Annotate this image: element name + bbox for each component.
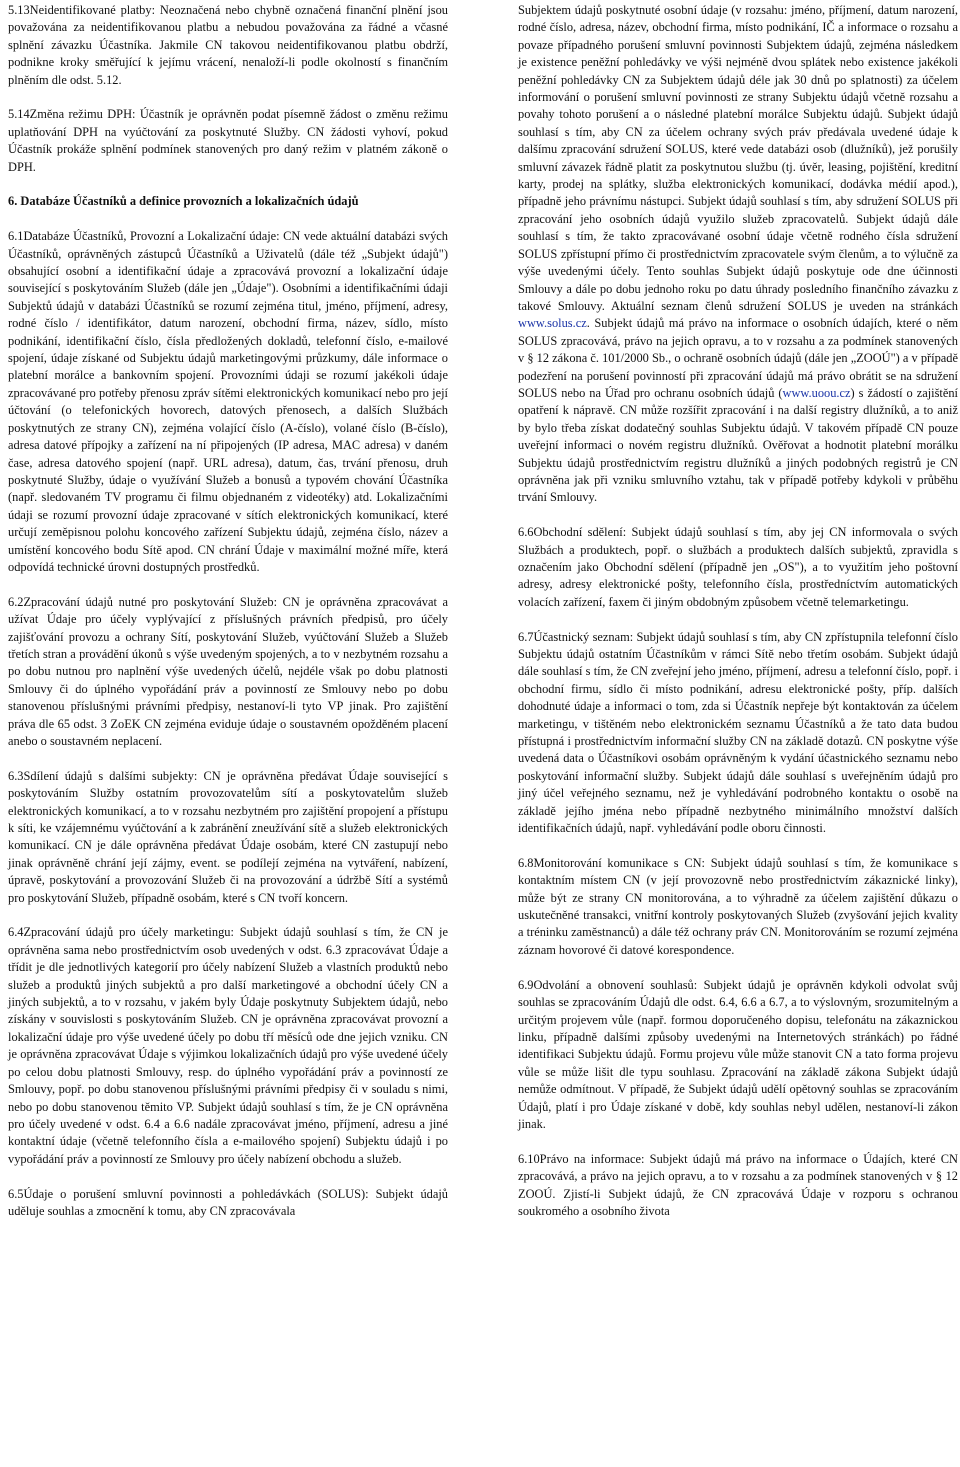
section-5-14-paragraph: 5.14Změna režimu DPH: Účastník je oprávněn podat písemně žádost o změnu režimu uplatňování DPH na vyúčtování za poskytnuté Služby. CN žádosti vyhoví, pokud Účastník prokáže splnění podmínek stanovených pro daný režim v platném zákoně o DPH. (8, 107, 448, 174)
section-5-13-paragraph: 5.13Neidentifikované platby: Neoznačená nebo chybně označená finanční plnění jsou považována za neidentifikovanou platbu a nebudou považována za řádné a včasné splnění závazku Účastníka. Jakmile CN takovou neidentifikovanou platbu obdrží, podnikne kroky směřující k jejímu vrácení, nenaloží-li podle okolností s finančním plněním dle odst. 5.12. (8, 3, 448, 87)
section-6-3-paragraph: 6.3Sdílení údajů s dalšími subjekty: CN je oprávněna předávat Údaje související s poskytováním Služby ostatním provozovatelům sítí a poskytovatelům služeb elektronických komunikací, a to v rozsahu nezbytném pro zajištění propojení a přístupu k síti, ke vzájemnému vyúčtování a k zabránění zneužívání sítě a služeb elektronických komunikací. CN je dále oprávněna předávat Údaje osobám, které CN zastupují nebo jinak oprávněně chrání její zájmy, event. se podílejí zejména na vytváření, nabízení, úpravě, poskytování a provozování Služeb či na provozování a údržbě Sítí a systémů pro poskytování Služeb, případně osobám, které s CN tvoří koncern. (8, 768, 448, 905)
solus-text-part-3: ) s žádostí o zajištění opatření k nápravě. CN může rozšířit zpracování i na další registry dlužníků, a to aniž by bylo třeba získat dodatečný souhlas Subjektu údajů. V takovém případě CN pouze uveřejní informaci o novém registru dlužníků. Ověřovat a hodnotit platební morálku Subjektu údajů prostřednictvím registru dlužníků a jiných podobných registrů je CN oprávněna jak při vzniku smluvního vztahu, tak v případě potřeby kdykoli v průběhu trvání Smlouvy. (518, 385, 959, 505)
left-column (8, 2, 448, 1220)
section-6-7-paragraph: 6.7Účastnický seznam: Subjekt údajů souhlasí s tím, aby CN zpřístupnila telefonní číslo Subjektu údajů ostatním Účastníkům v rámci Sítě nebo třetím osobám. Subjekt údajů dále souhlasí s tím, že CN zveřejní jeho jméno, příjmení, adresu a telefonní číslo, popř. i obchodní firmu, sídlo či místo podnikání, adresu elektronické pošty, příp. dalších dohodnuté údaje a informaci o tom, zda si Účastník nepřeje být kontaktován za účelem marketingu, v tištěném nebo elektronickém seznamu Účastníků a že tato data budou přístupná i prostřednictvím informační služby CN na základě dotazů. CN poskytne výše uvedená data o Účastníkovi osobám oprávněným k vydání účastnického seznamu nebo poskytování informační služby. Subjekt údajů dále souhlasí s uveřejněním údajů pro jiný účel veřejného seznamu, než je vyhledávání podrobného kontaktu o osobě na základě jejího jména nebo případně nezbytného minimálního množství dalších identifikačních údajů, např. vyhledávání podle oboru činnosti. (518, 629, 958, 836)
section-6-5-continuation (518, 2, 958, 507)
solus-text-part-2: . Subjekt údajů má právo na informace o osobních údajích, které o něm SOLUS zpracovává, právo na jejich opravu, a to v rozsahu a za podmínek stanovených v § 12 zákona č. 101/2000 Sb., o ochraně osobních údajů (dále jen „ZOOÚ") a v případě podezření na porušení povinností při zpracování údajů má právo obrátit se na sdružení SOLUS nebo na Úřad pro ochranu osobních údajů ( (518, 316, 958, 400)
solus-link[interactable]: www.solus.cz (518, 316, 587, 331)
section-6-5-paragraph: 6.5Údaje o porušení smluvní povinnosti a pohledávkách (SOLUS): Subjekt údajů uděluje souhlas a zmocnění k tomu, aby CN zpracovávala (8, 1186, 448, 1218)
section-6-heading: 6. Databáze Účastníků a definice provozních a lokalizačních údajů (8, 194, 359, 209)
section-6-2-paragraph: 6.2Zpracování údajů nutné pro poskytování Služeb: CN je oprávněna zpracovávat a užívat Údaje pro účely vyplývající z příslušných právních předpisů, pro účely zajišťování provozu a ochrany Sítí, poskytování Služeb, vyúčtování Služeb a Služeb třetích stran a provádění úkonů s výše uvedeným spojených, a to v nezbytném rozsahu a po dobu nutnou pro naplnění výše uvedených účelů, nejdéle však po dobu platnosti Smlouvy či do úplného vypořádání práv a povinností ze Smlouvy nebo po dobu stanovenou příslušnými právními předpisy, nestanoví-li tyto VP jinak. Pro zajištění práva dle 65 odst. 3 ZoEK CN zejména eviduje údaje o soustavném opožděném placení anebo o soustavném neplacení. (8, 594, 448, 748)
section-6-6-paragraph: 6.6Obchodní sdělení: Subjekt údajů souhlasí s tím, aby jej CN informovala o svých Službách a produktech, popř. o službách a produktech dalších subjektů, zpravidla s označením jako Obchodní sdělení (případně jen „OS"), a to využitím jeho poštovní adresy, adresy elektronické pošty, telefonního čísla, prostředníctvím automatických volacích zařízení, faxem či jiným obdobným způsobem včetně telemarketingu. (518, 525, 958, 609)
section-6-9-paragraph: 6.9Odvolání a obnovení souhlasů: Subjekt údajů je oprávněn kdykoli odvolat svůj souhlas se zpracováním Údajů dle odst. 6.4, 6.6 a 6.7, a to výslovným, srozumitelným a určitým projevem vůle (např. formou doporučeného dopisu, telefonátu na zákaznickou linku, případně dalšími způsoby uvedenými na Internetových stránkách) po řádné identifikaci Subjektu údajů. Formu projevu vůle může stanovit CN a tato forma projevu vůle se může lišit dle typu souhlasu. Zpracování na základě zákona Subjekt údajů nemůže odmítnout. V případě, že Subjekt údajů udělí opětovný souhlas se zpracováním Údajů, platí i pro Údaje získané v době, kdy souhlas nebyl udělen, nestanoví-li zákon jinak. (518, 977, 958, 1131)
section-6-1-paragraph: 6.1Databáze Účastníků, Provozní a Lokalizační údaje: CN vede aktuální databázi svých Účastníků, oprávněných zástupců Účastníků a Uživatelů (dále též „Subjekt údajů") obsahující osobní a identifikační údaje a zpracovává provozní a lokalizační údaje související s poskytováním Služeb (dále jen „Údaje"). Osobními a identifikačními údaji Subjektů údajů v databázi Účastníků se rozumí zejména titul, jméno, příjmení, adresy, rodné číslo / identifikátor, datum narození, obchodní firma, název, sídlo, místo podnikání, identifikační číslo, čísla předložených dokladů, telefonní číslo, e-mailové spojení, údaje získané od Subjektu údajů marketingovými průzkumy, dále informace o platební morálce a bankovním spojení. Provozními údaji se rozumí jakékoli údaje zpracovávané pro potřeby přenosu zpráv sítěmi elektronických komunikací nebo pro její účtování (o telefonických hovorech, datových přenosech, a dalších Službách poskytnutých ze strany CN), zejména volající číslo (A-číslo), volané číslo (B-číslo), adresa datové přípojky a zařízení na ní připojených (IP adresa, MAC adresa) v daném čase, adresa datového spojení (např. URL adresa), datum, čas, trvání přenosu, druh poskytnuté Služby, údaje o využívání Služeb a bonusů a typovém chování Účastníka (např. sledovaném TV programu či filmu objednaném z videotéky) atd. Lokalizačními údaji se rozumí provozní údaje zpracované v sítích elektronických komunikací, které určují zeměpisnou polohu koncového zařízení Subjektu údajů, zejména číslo, název a umístění koncového bodu Sítě apod. CN chrání Údaje v maximální možné míře, která odpovídá technické úrovni dostupných prostředků. (8, 229, 448, 574)
uoou-link[interactable]: www.uoou.cz (782, 385, 851, 400)
solus-text-part-1: Subjektem údajů poskytnuté osobní údaje (v rozsahu: jméno, příjmení, datum narození, rodné číslo, adresa, název, obchodní firma, místo podnikání, IČ a informace o rozsahu a povaze případného porušení smluvní povinnosti Subjektem údajů, zejména následkem je existence peněžní pohledávky ve výši nejméně dvou splátek nebo existence jakékoli peněžní pohledávky CN za Subjektem údajů déle jak 30 dnů po splatnosti) za účelem informování o porušení smluvní povinnosti ze strany Subjektu údajů včetně rozsahu a povahy tohoto porušení a o následné platební morálce Subjektu údajů. Subjekt údajů souhlasí s tím, aby CN za účelem ochrany svých práv předávala uvedené údaje k dalšímu zpracování sdružení SOLUS, které vede databázi osob (dlužníků), jež porušily smluvní závazek řádně platit za poskytnutou službu (tj. úvěr, leasing, pojištění, kreditní karty, prodej na splátky, služba elektronických komunikací, dodávka médií apod.), případně jeho právnímu nástupci. Subjekt údajů souhlasí s tím, aby sdružení SOLUS při zpracování jeho osobních údajů využilo služeb zpracovatelů. Subjekt údajů dále souhlasí s tím, že takto zpracovávané osobní údaje včetně rodného čísla sdružení SOLUS zpřístupní přímo či prostřednictvím zpracovatele svým členům, a to výlučně za výše uvedenými účely. Tento souhlas Subjekt údajů poskytuje ode dne účinnosti Smlouvy a dále po dobu jednoho roku po datu úhrady posledního finančního závazku z takové Smlouvy. Aktuální seznam členů sdružení SOLUS je uveden na stránkách (518, 3, 958, 313)
right-column (518, 2, 958, 1220)
section-6-4-paragraph: 6.4Zpracování údajů pro účely marketingu: Subjekt údajů souhlasí s tím, že CN je oprávněna sama nebo prostřednictvím osob uvedených v odst. 6.3 zpracovávat Údaje a třídit je dle jednotlivých kategorií pro účely nabízení Služeb a vlastních produktů nebo služeb a produktů jiných subjektů a pro další marketingové a obchodní účely CN a jiných subjektů, a to v rozsahu, v jakém byly Údaje poskytnuty Subjektem údajů, nebo získány v souvislosti s poskytováním Služeb. CN je oprávněna zpracovávat provozní a lokalizační údaje pro výše uvedené účely po dobu tří měsíců ode dne jejich vzniku. CN je oprávněna zpracovávat Údaje s výjimkou lokalizačních údajů pro výše uvedené účely po celou dobu platnosti Smlouvy, resp. do úplného vypořádání práv a povinností ze Smlouvy, popř. po dobu stanovenou příslušnými právními předpisy či v souladu s nimi, nebo po dobu stanovenou těmito VP. Subjekt údajů souhlasí s tím, že je CN oprávněna pro účely uvedené v odst. 6.4 a 6.6 nadále zpracovávat jméno, příjmení, adresu a jiné kontaktní údaje (včetně telefonního čísla a e-mailového spojení) Subjektu údajů i po vypořádání práv a povinností ze Smlouvy pro účely nabízení obchodu a služeb. (8, 925, 448, 1166)
section-6-8-paragraph: 6.8Monitorování komunikace s CN: Subjekt údajů souhlasí s tím, že komunikace s kontaktním místem CN (v její provozovně nebo prostřednictvím zákaznické linky), může být ze strany CN monitorována, a to výhradně za účelem zajištění důkazu o uskutečněné transakci, vnitřní kontroly poskytovaných Služeb (zvyšování jejich kvality a tréninku zaměstnanců) a dále též ochrany práv CN. Monitorováním se rozumí zejména záznam hovorové či datové korespondence. (518, 855, 958, 957)
section-6-10-paragraph: 6.10Právo na informace: Subjekt údajů má právo na informace o Údajích, které CN zpracovává, a právo na jejich opravu, a to v rozsahu a za podmínek stanovených v § 12 ZOOÚ. Zjistí-li Subjekt údajů, že CN zpracovává Údaje v rozporu s ochranou soukromého a osobního života (518, 1151, 958, 1218)
